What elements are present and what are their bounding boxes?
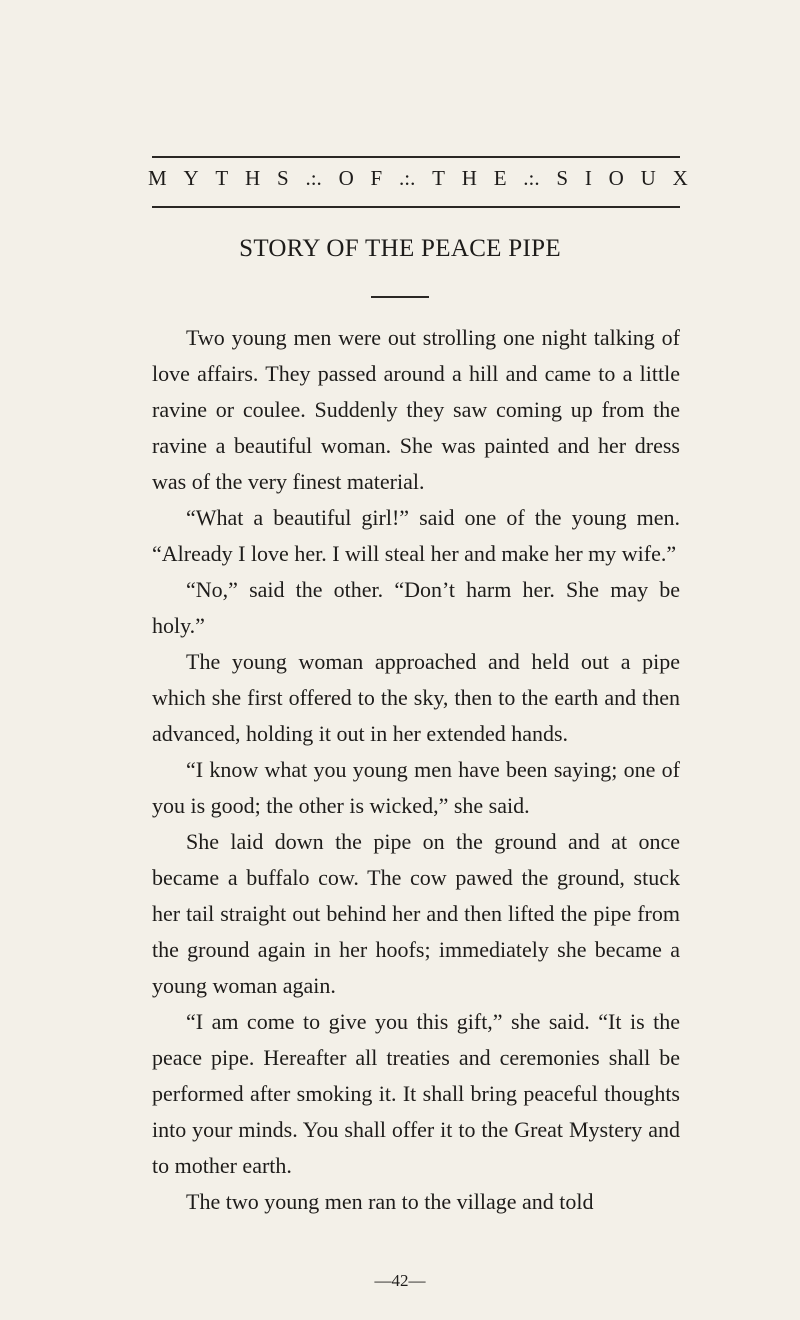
paragraph: “I know what you young men have been saying; one of you is good; the other is wicked,” she said. — [152, 757, 680, 818]
running-head-glyph: Y — [183, 166, 199, 190]
running-head-separator: .:. — [305, 166, 322, 190]
paragraph: She laid down the pipe on the ground and at once became a buffalo cow. The cow pawed the ground, stuck her tail straight out behind her and then lifted the pipe from the ground again in her hoofs; immediately she became a young woman again. — [152, 829, 680, 998]
running-head-glyph: E — [493, 166, 507, 190]
running-head-glyph: U — [640, 166, 656, 190]
paragraph: “What a beautiful girl!” said one of the young men. “Already I love her. I will steal her and make her my wife.” — [152, 505, 680, 566]
running-head-glyph: S — [556, 166, 569, 190]
running-head-glyph: F — [370, 166, 383, 190]
page-number: —42— — [374, 1271, 426, 1290]
title-rule — [371, 296, 429, 298]
running-head-glyph: T — [215, 166, 229, 190]
header-rule-bottom — [152, 206, 680, 208]
running-head-glyph: M — [148, 166, 167, 190]
running-head-separator: .:. — [399, 166, 416, 190]
running-head-glyph: O — [338, 166, 354, 190]
running-head-glyph: O — [608, 166, 624, 190]
running-head-glyph: H — [461, 166, 477, 190]
paragraph: “No,” said the other. “Don’t harm her. She may be holy.” — [152, 577, 680, 638]
story-body — [152, 320, 680, 1220]
paragraph: The two young men ran to the village and told — [186, 1189, 594, 1214]
paragraph: Two young men were out strolling one night talking of love affairs. They passed around a hill and came to a little ravine or coulee. Suddenly they saw coming up from the ravine a beautiful woman. She was painted and her dress was of the very finest material. — [152, 325, 680, 494]
running-head-glyph: S — [276, 166, 289, 190]
running-head-glyph: X — [672, 166, 688, 190]
paragraph: The young woman approached and held out a pipe which she first offered to the sky, then to the earth and then advanced, holding it out in her extended hands. — [152, 649, 680, 746]
running-head — [148, 163, 688, 193]
running-head-glyph: I — [584, 166, 592, 190]
story-title: STORY OF THE PEACE PIPE — [239, 235, 561, 262]
running-head-glyph: T — [432, 166, 445, 190]
header-rule-top — [152, 156, 680, 158]
paragraph: “I am come to give you this gift,” she said. “It is the peace pipe. Hereafter all treaties and ceremonies shall be performed after smoking it. It shall bring peaceful thoughts into your minds. You shall offer it to the Great Mystery and to mother earth. — [152, 1009, 680, 1178]
running-head-glyph: H — [245, 166, 261, 190]
running-head-separator: .:. — [523, 166, 540, 190]
